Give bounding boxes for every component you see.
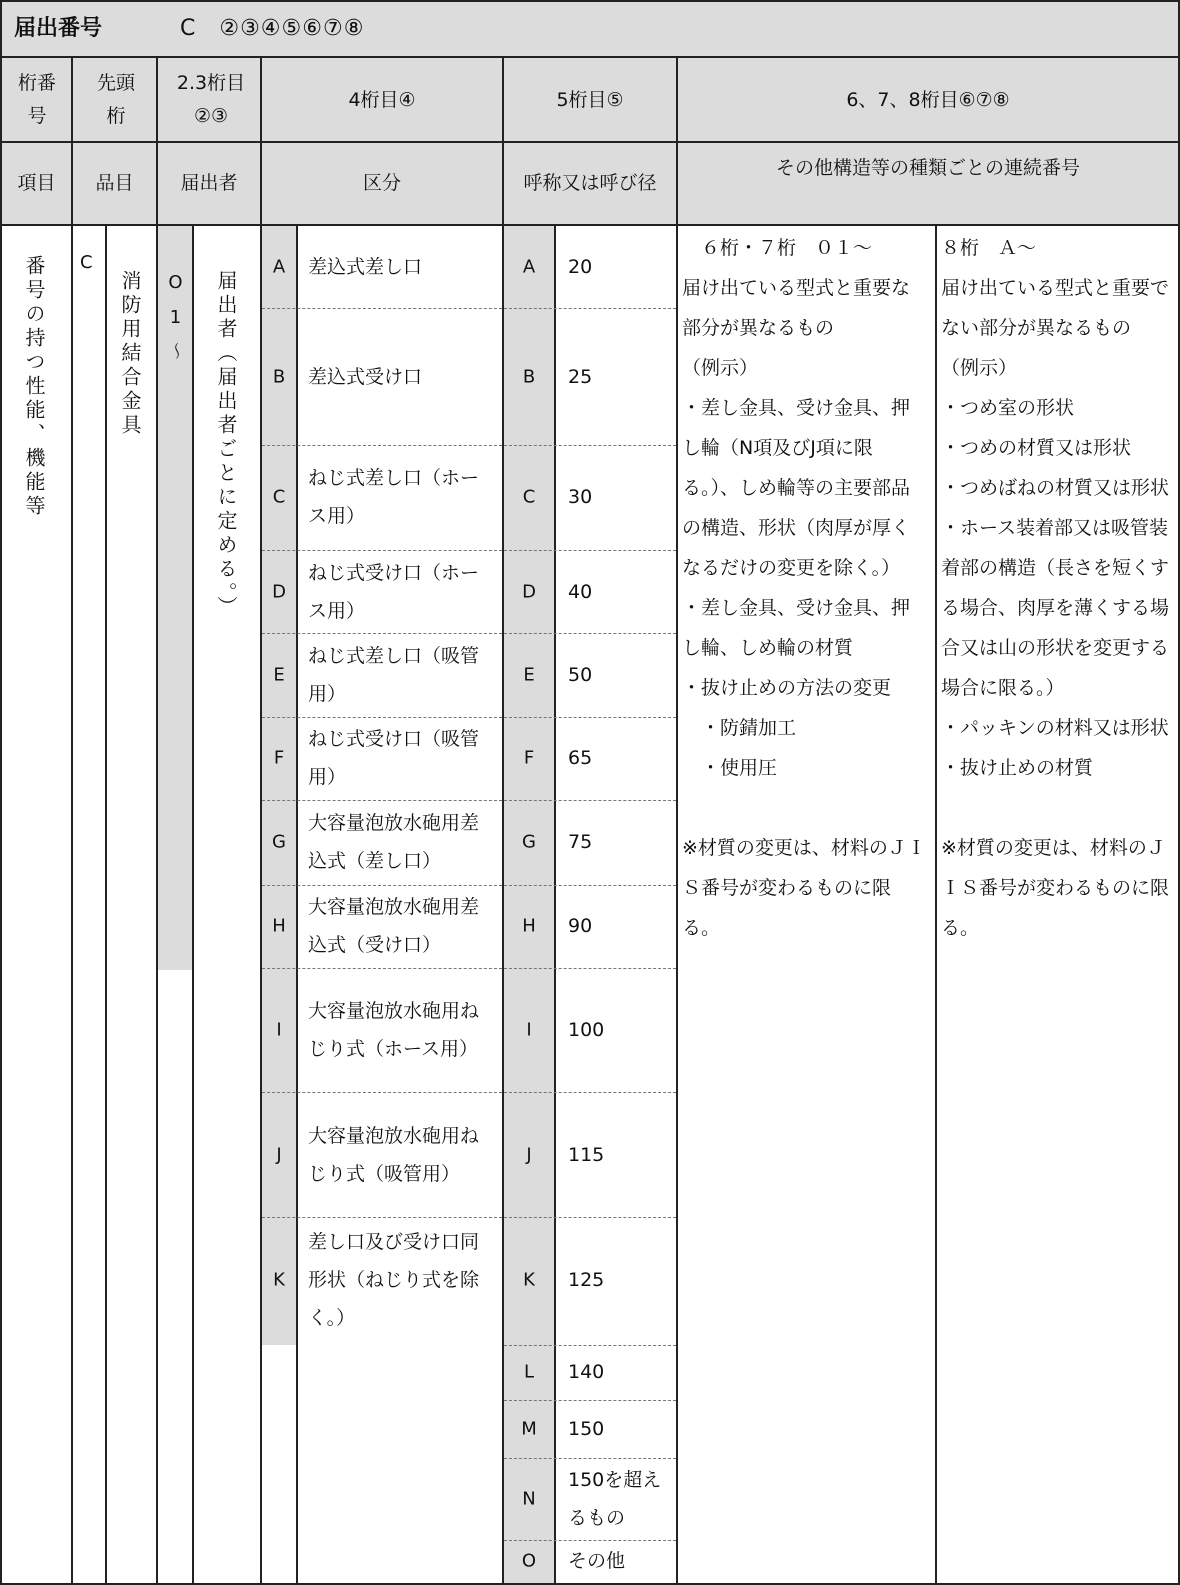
notifier-description: 届出者（届出者ごとに定める。） — [214, 270, 238, 620]
header-serial-number: その他構造等の種類ごとの連続番号 — [775, 156, 1080, 179]
digits-6-7-description: ６桁・７桁 ０１〜 届け出ている型式と重要な部分が異なるもの （例示） ・差し金具、受け金具、押し輪（N項及びJ項に限る。）、しめ輪等の主要部品の構造、形状（肉厚が厚くなるだけの変更を除く。） ・差し金具、受け金具、押し輪、しめ輪の材質 ・抜け止めの方法の変更 ・防錆加工 ・使用圧 ※材質の変更は、材料のＪＩＳ番号が変わるものに限る。 — [682, 237, 926, 939]
digit5-value: 30 — [568, 486, 593, 508]
digit5-value: 90 — [568, 915, 593, 937]
first-digit-letter: C — [80, 252, 93, 273]
digit5-value: 125 — [568, 1269, 605, 1291]
digit4-description: 大容量泡放水砲用差込式（受け口） — [308, 896, 480, 956]
digit5-code: O — [521, 1550, 537, 1572]
header-digits-2-3: 2.3桁目②③ — [176, 72, 246, 127]
digit4-description: 大容量泡放水砲用ねじり式（ホース用） — [308, 1000, 480, 1060]
digit4-code: F — [273, 747, 285, 769]
digit4-description: 差し口及び受け口同形状（ねじり式を除く。） — [308, 1231, 480, 1329]
digit5-code: E — [523, 664, 535, 686]
digit-8-description: ８桁 Ａ〜 届け出ている型式と重要でない部分が異なるもの （例示） ・つめ室の形状 ・つめの材質又は形状 ・つめばねの材質又は形状 ・ホース装着部又は吸管装着部の構造（長さを短くする場合、肉厚を薄くする場合又は山の形状を変更する場合に限る。） ・パッキンの材料又は形状 ・抜け止めの材質 ※材質の変更は、材料のＪＩＳ番号が変わるものに限る。 — [941, 237, 1170, 939]
digit4-description: ねじ式受け口（吸管用） — [308, 728, 480, 788]
digit5-value: 140 — [568, 1361, 605, 1383]
digit5-value: 150 — [568, 1418, 605, 1440]
digit5-code: C — [522, 486, 536, 508]
digit5-code: J — [526, 1144, 532, 1166]
digit5-code: M — [521, 1418, 537, 1440]
title-label: 届出番号 — [14, 16, 103, 41]
header-nominal-diameter: 呼称又は呼び径 — [523, 171, 657, 194]
digit4-code: I — [276, 1019, 282, 1041]
digit4-description: 大容量泡放水砲用差込式（差し口） — [308, 812, 480, 872]
digit4-code: D — [272, 581, 286, 603]
digit4-text-column — [298, 225, 502, 1585]
digit5-code: N — [522, 1488, 536, 1510]
digit4-code: C — [272, 486, 286, 508]
digit5-code: K — [523, 1269, 535, 1291]
digit4-description: 差込式受け口 — [308, 366, 423, 388]
digit5-code: A — [522, 256, 536, 278]
digit5-value: 40 — [568, 581, 593, 603]
digit5-value: 25 — [568, 366, 593, 388]
digit5-code: F — [523, 747, 535, 769]
digit5-value: 75 — [568, 831, 593, 853]
digit4-code: J — [276, 1144, 282, 1166]
digit4-code: K — [273, 1269, 285, 1291]
header-digit-5: 5桁目⑤ — [556, 88, 624, 111]
digit5-code-column — [504, 225, 554, 1585]
digit5-code: G — [522, 831, 536, 853]
digit5-value-column — [556, 225, 676, 1585]
digit4-code: G — [272, 831, 286, 853]
digit5-code: H — [522, 915, 536, 937]
digit4-description: ねじ式受け口（ホース用） — [308, 562, 480, 622]
digit4-code: B — [272, 366, 286, 388]
header-first-digit: 先頭桁 — [96, 72, 135, 127]
notifier-code: O1〜 — [165, 272, 186, 374]
header-notifier: 届出者 — [180, 171, 238, 194]
title-bar-bg — [2, 2, 1178, 57]
digit4-description: 差込式差し口 — [308, 256, 423, 278]
digit4-code-column — [262, 225, 296, 1585]
digit5-code: B — [522, 366, 536, 388]
digit5-code: D — [522, 581, 536, 603]
digit4-code: E — [273, 664, 285, 686]
digit4-code: H — [272, 915, 286, 937]
header-digit-4: 4桁目④ — [348, 88, 416, 111]
digit5-value: 150を超えるもの — [568, 1469, 662, 1529]
digit5-value: 100 — [568, 1019, 605, 1041]
header-digits-6-7-8: 6、7、8桁目⑥⑦⑧ — [846, 88, 1010, 111]
title-code: C ②③④⑤⑥⑦⑧ — [180, 16, 365, 41]
digit5-code: L — [523, 1361, 535, 1383]
digit5-value: 20 — [568, 256, 593, 278]
digit5-value: 50 — [568, 664, 593, 686]
header-digit-number: 桁番号 — [17, 72, 56, 127]
digit5-code: I — [526, 1019, 532, 1041]
digit5-value: 65 — [568, 747, 593, 769]
header-product: 品目 — [95, 171, 134, 194]
digit4-description: ねじ式差し口（吸管用） — [308, 645, 480, 705]
digit4-description: ねじ式差し口（ホース用） — [308, 467, 480, 527]
digit4-code: A — [272, 256, 286, 278]
product-name: 消防用結合金具 — [118, 270, 142, 438]
digit5-value: その他 — [568, 1550, 626, 1572]
header-item: 項目 — [17, 171, 56, 194]
header-classification: 区分 — [362, 171, 401, 194]
item-description: 番号の持つ性能、機能等 — [22, 255, 46, 519]
digit4-description: 大容量泡放水砲用ねじり式（吸管用） — [308, 1125, 480, 1185]
digit5-value: 115 — [568, 1144, 605, 1166]
